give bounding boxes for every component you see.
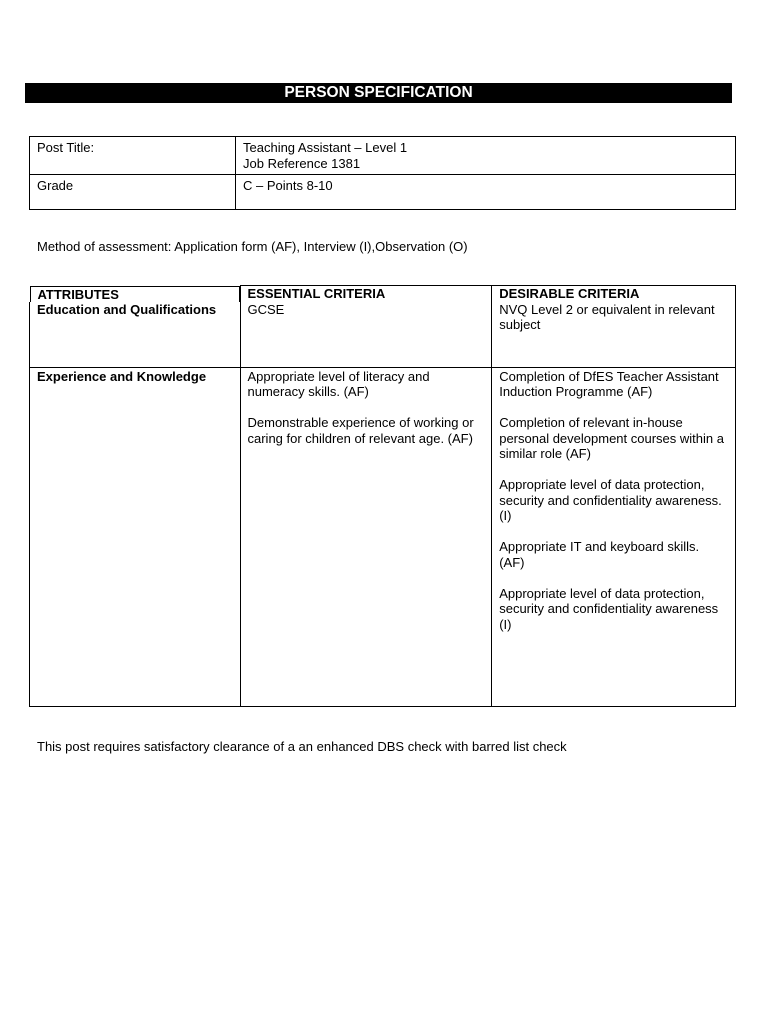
dbs-check-note: This post requires satisfactory clearance of a an enhanced DBS check with barred list check [37, 739, 567, 754]
education-desirable: NVQ Level 2 or equivalent in relevant subject [492, 302, 736, 368]
experience-row [30, 367, 736, 706]
essential-item: Demonstrable experience of working or caring for children of relevant age. (AF) [247, 415, 474, 446]
header-attributes: ATTRIBUTES [30, 286, 240, 302]
grade-row [30, 175, 736, 210]
page-title: PERSON SPECIFICATION [25, 83, 732, 103]
header-essential: ESSENTIAL CRITERIA [240, 286, 492, 302]
essential-item: Appropriate level of literacy and numeracy skills. (AF) [247, 368, 430, 399]
criteria-table [29, 285, 736, 707]
post-title-row [30, 137, 736, 175]
education-essential: GCSE [240, 302, 492, 368]
desirable-item: Appropriate level of data protection, security and confidentiality awareness (I) [499, 585, 719, 632]
post-title-line: Teaching Assistant – Level 1 [243, 140, 408, 155]
desirable-item: Appropriate level of data protection, security and confidentiality awareness. (I) [499, 477, 722, 523]
education-attribute: Education and Qualifications [30, 302, 241, 368]
post-title-label: Post Title: [30, 137, 236, 175]
desirable-item: Appropriate IT and keyboard skills. (AF) [499, 539, 700, 570]
experience-attribute: Experience and Knowledge [30, 367, 241, 706]
header-desirable: DESIRABLE CRITERIA [492, 286, 736, 302]
desirable-item: Completion of relevant in-house personal development courses within a similar role (AF) [499, 415, 724, 461]
post-title-value [236, 137, 736, 175]
desirable-item: Completion of DfES Teacher Assistant Induction Programme (AF) [499, 368, 719, 399]
post-details-table [29, 136, 736, 210]
education-row [30, 302, 736, 368]
job-reference: Job Reference 1381 [243, 155, 361, 171]
assessment-method-text: Method of assessment: Application form (AF), Interview (I),Observation (O) [37, 239, 468, 254]
grade-label: Grade [30, 175, 236, 210]
experience-essential [240, 367, 492, 706]
experience-desirable [492, 367, 736, 706]
criteria-header-row [30, 286, 736, 302]
grade-value: C – Points 8-10 [236, 175, 736, 210]
